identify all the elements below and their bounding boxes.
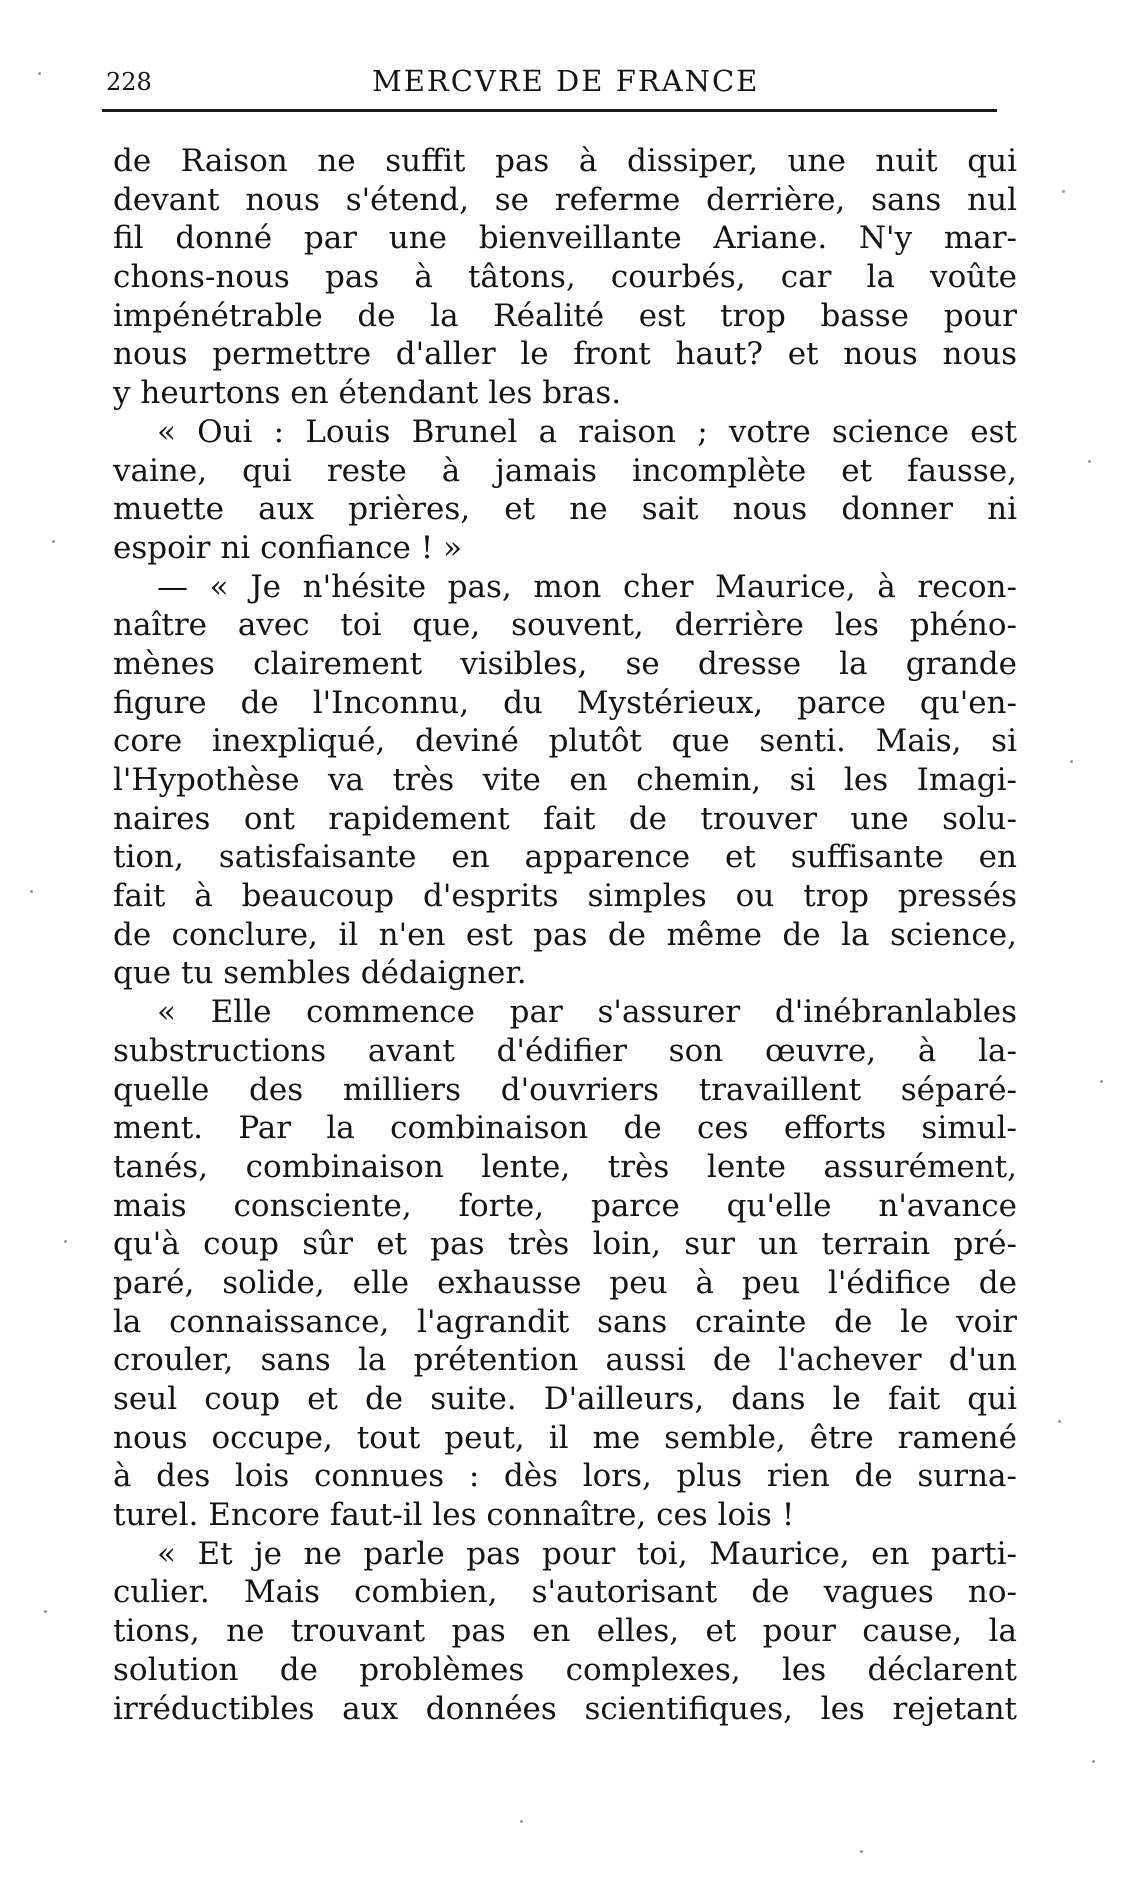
text-line: — « Je n'hésite pas, mon cher Maurice, à recon- <box>157 568 1017 605</box>
text-line: core inexpliqué, deviné plutôt que senti. Mais, si <box>113 723 1017 760</box>
text-line: nous occupe, tout peut, il me semble, être ramené <box>113 1419 1017 1456</box>
text-line: de Raison ne suffit pas à dissiper, une nuit qui <box>113 143 1017 179</box>
text-line: culier. Mais combien, s'autorisant de vagues no- <box>113 1574 1017 1611</box>
text-line: impénétrable de la Réalité est trop basse pour <box>113 297 1017 334</box>
scan-speck <box>1100 1080 1103 1083</box>
text-line: espoir ni confiance ! » <box>113 529 463 566</box>
scan-speck <box>30 890 33 893</box>
text-line: « Elle commence par s'assurer d'inébranlables <box>157 994 1017 1031</box>
text-line: « Oui : Louis Brunel a raison ; votre science est <box>157 413 1017 450</box>
text-line: tion, satisfaisante en apparence et suffisante en <box>113 839 1017 876</box>
text-line: naires ont rapidement fait de trouver une solu- <box>113 800 1017 837</box>
text-line: figure de l'Inconnu, du Mystérieux, parce qu'en- <box>113 684 1017 721</box>
scan-speck <box>52 540 55 543</box>
text-line: chons-nous pas à tâtons, courbés, car la voûte <box>113 259 1017 296</box>
text-line: à des lois connues : dès lors, plus rien de surna- <box>113 1458 1017 1495</box>
journal-title: MERCVRE DE FRANCE <box>372 64 760 98</box>
scan-speck <box>1092 1760 1095 1763</box>
text-line: l'Hypothèse va très vite en chemin, si les Imagi- <box>113 762 1017 798</box>
text-line: substructions avant d'édifier son œuvre, à la- <box>113 1032 1017 1069</box>
text-line: mènes clairement visibles, se dresse la grande <box>113 645 1017 682</box>
header-rule <box>102 109 997 112</box>
scan-speck <box>38 72 41 75</box>
text-line: fil donné par une bienveillante Ariane. N'y mar- <box>113 220 1017 257</box>
text-line: crouler, sans la prétention aussi de l'achever d'un <box>113 1342 1017 1379</box>
scan-speck <box>1062 190 1065 193</box>
text-line: ment. Par la combinaison de ces efforts simul- <box>113 1110 1017 1147</box>
body-text <box>113 142 1017 1728</box>
text-line: « Et je ne parle pas pour toi, Maurice, en parti- <box>157 1535 1017 1572</box>
running-head <box>102 60 1012 106</box>
scan-speck <box>1070 760 1073 763</box>
scan-speck <box>520 1820 523 1823</box>
text-line: irréductibles aux données scientifiques, les rejetant <box>113 1690 1017 1727</box>
text-line: qu'à coup sûr et pas très loin, sur un terrain pré- <box>113 1226 1017 1263</box>
text-line: devant nous s'étend, se referme derrière, sans nul <box>113 181 1017 218</box>
text-line: nous permettre d'aller le front haut? et nous nous <box>113 336 1017 373</box>
text-line: la connaissance, l'agrandit sans crainte de le voir <box>113 1303 1017 1340</box>
page-number: 228 <box>106 68 152 96</box>
scan-speck <box>44 1610 47 1613</box>
text-line: seul coup et de suite. D'ailleurs, dans le fait qui <box>113 1381 1017 1417</box>
scan-speck <box>1088 460 1091 463</box>
text-line: solution de problèmes complexes, les déclarent <box>113 1651 1017 1688</box>
text-line: fait à beaucoup d'esprits simples ou trop pressés <box>113 878 1017 915</box>
scan-speck <box>64 1240 67 1243</box>
text-line: tanés, combinaison lente, très lente assurément, <box>113 1148 1017 1185</box>
text-line: y heurtons en étendant les bras. <box>113 375 622 412</box>
text-line: paré, solide, elle exhausse peu à peu l'édifice de <box>113 1264 1017 1301</box>
scan-speck <box>860 1850 863 1853</box>
text-line: vaine, qui reste à jamais incomplète et fausse, <box>113 452 1017 489</box>
text-line: mais consciente, forte, parce qu'elle n'avance <box>113 1187 1017 1224</box>
text-line: quelle des milliers d'ouvriers travaillent séparé- <box>113 1071 1017 1108</box>
text-line: de conclure, il n'en est pas de même de la science, <box>113 916 1017 953</box>
text-line: tions, ne trouvant pas en elles, et pour cause, la <box>113 1613 1017 1650</box>
text-line: naître avec toi que, souvent, derrière les phéno- <box>113 607 1017 644</box>
text-line: muette aux prières, et ne sait nous donner ni <box>113 491 1017 528</box>
scan-speck <box>1058 1420 1061 1423</box>
text-line: turel. Encore faut-il les connaître, ces lois ! <box>113 1497 795 1534</box>
text-line: que tu sembles dédaigner. <box>113 955 527 992</box>
